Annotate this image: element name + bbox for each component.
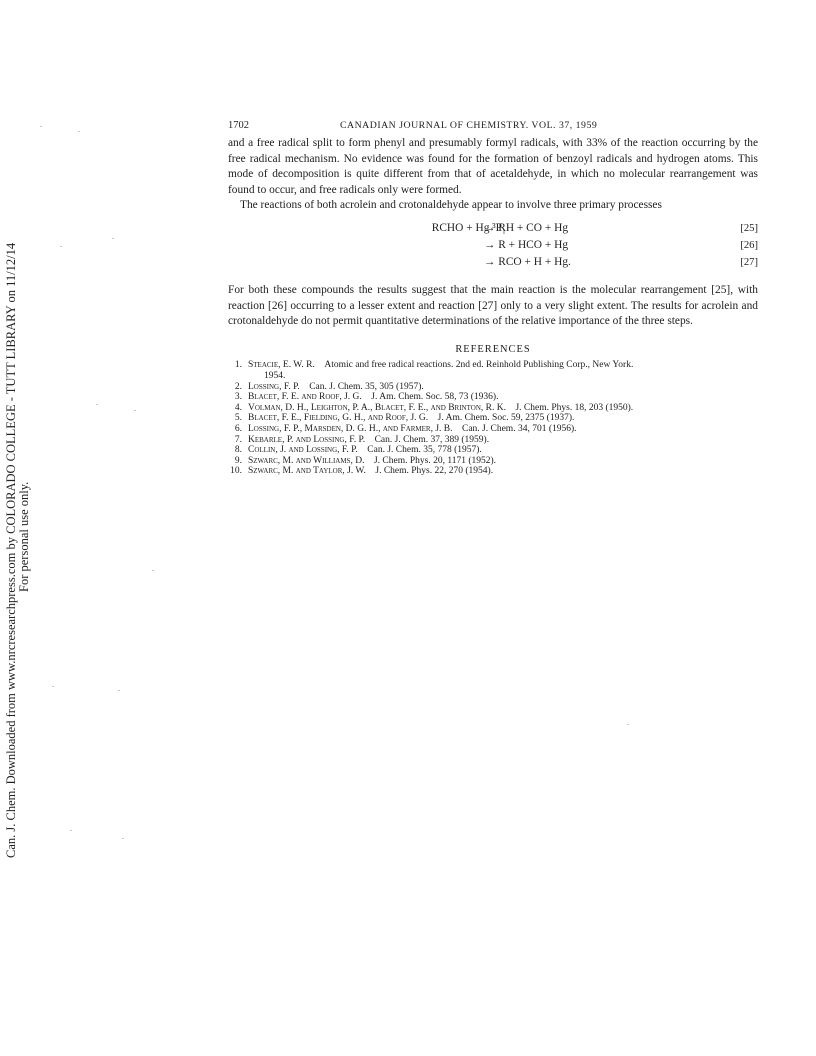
reference-number: 4. xyxy=(234,402,242,413)
reference-authors: Blacet, F. E. and Roof, J. G. xyxy=(248,392,362,403)
reference-source: J. Chem. Phys. 22, 270 (1954). xyxy=(375,466,494,477)
reference-number: 10. xyxy=(230,466,242,477)
reference-number: 6. xyxy=(234,423,242,434)
equation-products: → RH + CO + Hg xyxy=(484,221,569,234)
reference-number: 3. xyxy=(234,392,242,403)
reference-number: 5. xyxy=(234,413,242,424)
reference-item xyxy=(228,382,758,393)
reference-continuation: 1954. xyxy=(264,370,286,381)
equation-number: [27] xyxy=(740,256,758,268)
paragraph-3: For both these compounds the results suggest that the main reaction is the molecular rearrangement [25], with reaction [26] occurring to a lesser extent and reaction [27] only to a very slight extent. The results for acrolein and crotonaldehyde do not permit quantitative determinations of the relative importance of the three steps. xyxy=(228,283,758,328)
reference-item xyxy=(228,445,758,456)
equation-26 xyxy=(228,238,758,254)
equation-number: [26] xyxy=(740,239,758,251)
reference-number: 1. xyxy=(234,360,242,371)
reference-number: 2. xyxy=(234,381,242,392)
running-head xyxy=(228,118,758,134)
reference-authors: Blacet, F. E., Fielding, G. H., and Roof, J. G. xyxy=(248,413,429,424)
reference-authors: Collin, J. and Lossing, F. P. xyxy=(248,445,358,456)
reference-source: J. Chem. Phys. 18, 203 (1950). xyxy=(515,402,634,413)
paragraph-1: and a free radical split to form phenyl and presumably formyl radicals, with 33% of the reaction occurring by the free radical mechanism. No evidence was found for the formation of benzoyl radicals and hydrogen atoms. This mode of decomposition is quite different from that of acetaldehyde, in which no molecular rearrangement was found to occur, and free radicals only were formed. xyxy=(228,137,758,196)
equation-25 xyxy=(228,221,758,237)
reference-number: 7. xyxy=(234,434,242,445)
reference-authors: Volman, D. H., Leighton, P. A., Blacet, F. E., and Brinton, R. K. xyxy=(248,402,506,413)
reference-source: J. Am. Chem. Soc. 58, 73 (1936). xyxy=(371,392,499,403)
reference-number: 9. xyxy=(234,455,242,466)
reference-source: Can. J. Chem. 35, 305 (1957). xyxy=(309,381,424,392)
download-notice: Can. J. Chem. Downloaded from www.nrcresearchpress.com by COLORADO COLLEGE - TUTT LIBRARY on 11/12/14 xyxy=(4,242,18,858)
reference-source: Can. J. Chem. 35, 778 (1957). xyxy=(367,445,482,456)
references-heading: REFERENCES xyxy=(455,343,531,355)
reference-number: 8. xyxy=(234,445,242,456)
reference-item xyxy=(228,424,758,435)
reference-source: Can. J. Chem. 37, 389 (1959). xyxy=(374,434,490,445)
reference-item xyxy=(228,413,758,424)
equation-27 xyxy=(228,255,758,271)
reference-authors: Lossing, F. P., Marsden, D. G. H., and Farmer, J. B. xyxy=(248,423,453,434)
reference-item xyxy=(228,435,758,446)
reference-item xyxy=(228,360,758,381)
reference-item xyxy=(228,403,758,414)
equation-block xyxy=(228,221,758,271)
reference-authors: Kebarle, P. and Lossing, F. P. xyxy=(248,434,366,445)
paragraph-2: The reactions of both acrolein and crotonaldehyde appear to involve three primary processes xyxy=(240,199,662,212)
reference-list xyxy=(228,360,758,477)
equation-products: → RCO + H + Hg. xyxy=(484,255,571,268)
reference-source: J. Am. Chem. Soc. 59, 2375 (1937). xyxy=(437,413,575,424)
personal-use-notice: For personal use only. xyxy=(17,481,31,592)
journal-title: CANADIAN JOURNAL OF CHEMISTRY. VOL. 37, 1959 xyxy=(340,120,598,131)
journal-page xyxy=(228,118,758,477)
equation-products: → R + HCO + Hg xyxy=(484,238,569,251)
reference-item xyxy=(228,466,758,477)
equation-number: [25] xyxy=(740,222,758,234)
reference-item xyxy=(228,456,758,467)
reference-authors: Szwarc, M. and Taylor, J. W. xyxy=(248,466,366,477)
reference-source: Atomic and free radical reactions. 2nd ed. Reinhold Publishing Corp., New York. xyxy=(324,360,634,371)
reference-authors: Szwarc, M. and Williams, D. xyxy=(248,455,365,466)
reference-authors: Lossing, F. P. xyxy=(248,381,300,392)
reference-source: Can. J. Chem. 34, 701 (1956). xyxy=(462,423,577,434)
reference-item xyxy=(228,392,758,403)
page-number: 1702 xyxy=(228,120,249,131)
reference-authors: Steacie, E. W. R. xyxy=(248,360,315,371)
reference-source: J. Chem. Phys. 20, 1171 (1952). xyxy=(373,455,497,466)
equation-reactants: RCHO + Hg ³P₁ xyxy=(431,221,506,234)
